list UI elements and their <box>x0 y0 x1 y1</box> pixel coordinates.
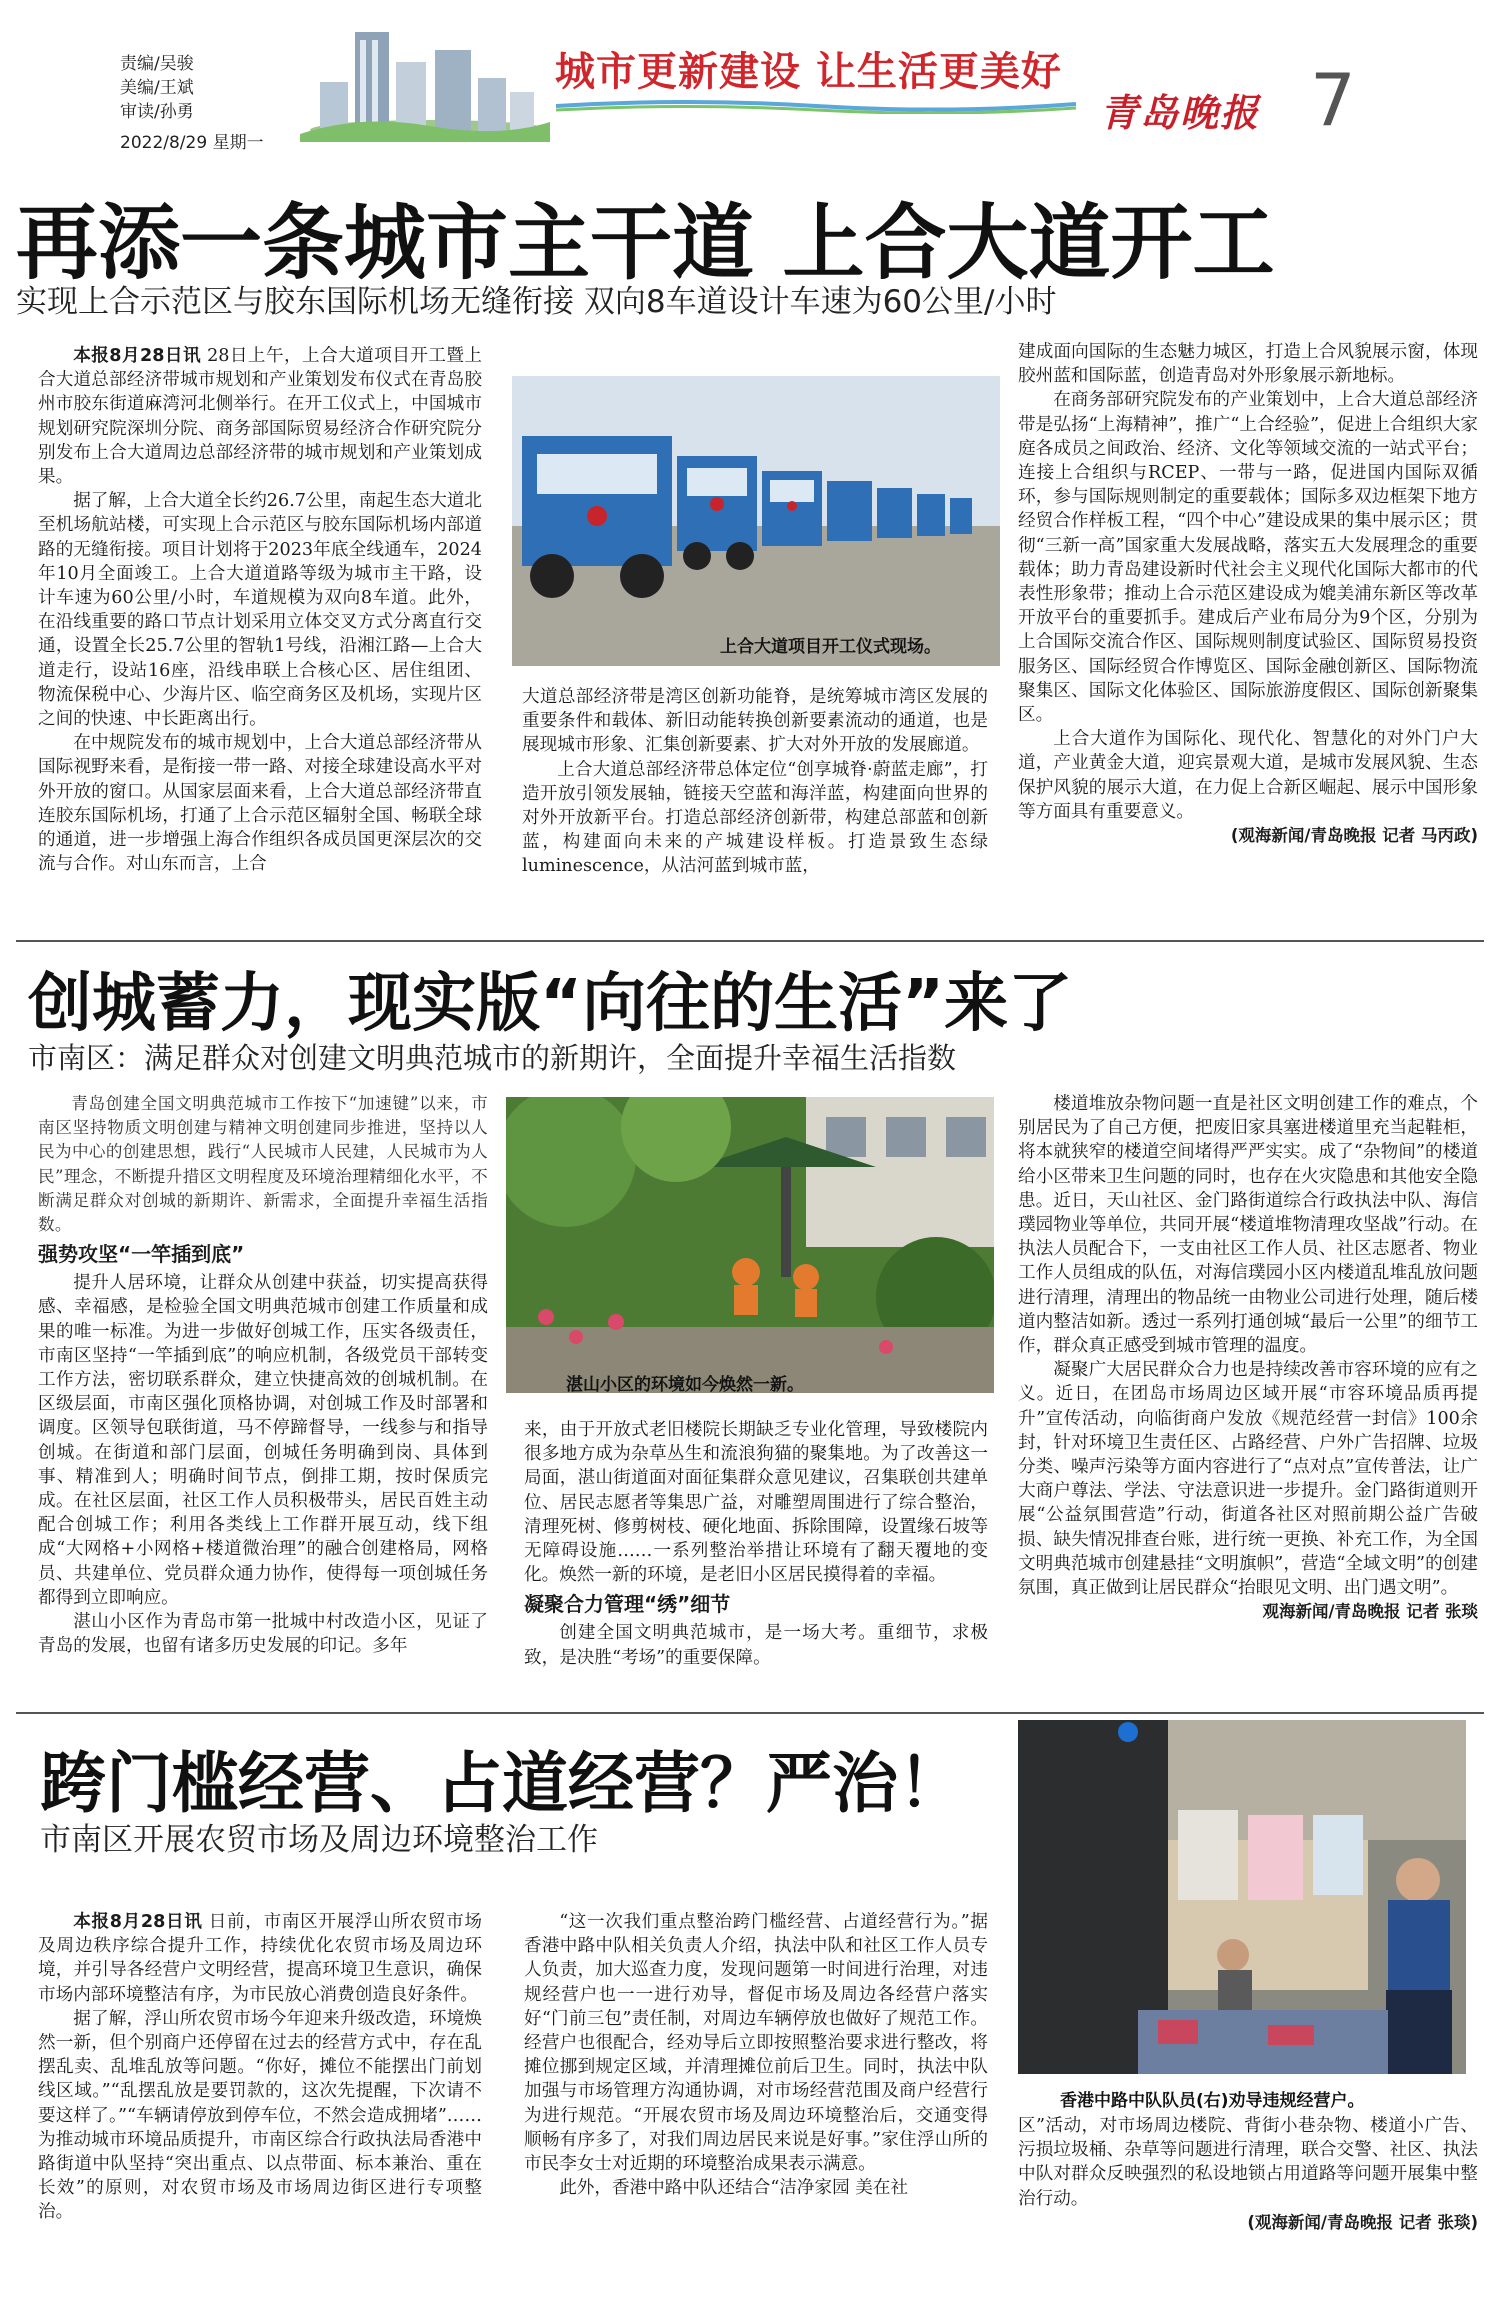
article2-column-3 <box>1018 1092 1478 1702</box>
article3-paragraph: 区”活动，对市场周边楼院、背街小巷杂物、楼道小广告、污损垃圾桶、杂草等问题进行清理，联合交警、社区、执法中队对群众反映强烈的私设地锁占用道路等问题开展集中整治行动。 <box>1018 2116 1478 2209</box>
article3-paragraph: “这一次我们重点整治跨门槛经营、占道经营行为。”据香港中路中队相关负责人介绍，执法中队和社区工作人员专人负责，加大巡查力度，发现问题第一时间进行治理，对违规经营户也一一进行劝导，督促市场及周边各经营户落实好“门前三包”责任制，对周边车辆停放也做好了规范工作。经营户也很配合，经劝导后立即按照整治要求进行整改，将摊位挪到规定区域，并清理摊位前后卫生。同时，执法中队加强与市场管理方沟通协调，对市场经营范围及商户经营行为进行规范。“开展农贸市场及周边环境整治后，交通变得顺畅有序多了，对我们周边居民来说是好事。”家住浮山所的市民李女士对近期的环境整治成果表示满意。 <box>524 1912 988 2175</box>
article1-byline: (观海新闻/青岛晚报 记者 马丙政) <box>1230 826 1478 846</box>
article2-photo-garden <box>506 1097 994 1393</box>
article2-section-title: 强势攻坚“一竿插到底” <box>38 1242 245 1267</box>
article3-byline: (观海新闻/青岛晚报 记者 张琰) <box>1247 2212 1478 2232</box>
issue-date: 2022/8/29 星期一 <box>120 133 264 153</box>
article2-headline: 创城蓄力，现实版“向往的生活”来了 <box>28 967 1073 1041</box>
editor-credits <box>120 52 194 124</box>
article2-intro: 青岛创建全国文明典范城市工作按下“加速键”以来，市南区坚持物质文明创建与精神文明创建同步推进，坚持以人民为中心的创建思想，践行“人民城市人民建，人民城市为人民”理念，不断提升措区文明程度及环境治理精细化水平，不断满足群众对创城的新期许、新需求，全面提升幸福生活指数。 <box>38 1094 488 1235</box>
article2-paragraph: 来，由于开放式老旧楼院长期缺乏专业化管理，导致楼院内很多地方成为杂草丛生和流浪狗猫的聚集地。为了改善这一局面，湛山街道面对面征集群众意见建议，召集联创共建单位、居民志愿者等集思广益，对雕塑周围进行了综合整治，清理死树、修剪树枝、硬化地面、拆除围障，设置缘石坡等无障碍设施……一系列整治举措让环境有了翻天覆地的变化。焕然一新的环境，是老旧小区居民摸得着的幸福。 <box>524 1420 988 1586</box>
article2-section-title: 凝聚合力管理“绣”细节 <box>524 1592 731 1617</box>
article3-headline: 跨门槛经营、占道经营？严治！ <box>40 1745 964 1822</box>
article3-paragraph: 据了解，浮山所农贸市场今年迎来升级改造，环境焕然一新，但个别商户还停留在过去的经营方式中，存在乱摆乱卖、乱堆乱放等问题。“你好，摊位不能摆出门前划线区域。”“乱摆乱放是要罚款的，这次先提醒，下次请不要这样了。”“车辆请停放到停车位，不然会造成拥堵”……为推动城市环境品质提升，市南区综合行政执法局香港中路街道中队坚持“突出重点、以点带面、标本兼治、重在长效”的原则，对农贸市场及市场周边街区进行专项整治。 <box>38 2008 482 2223</box>
article1-column-1 <box>38 344 482 924</box>
article3-paragraph: 日前，市南区开展浮山所农贸市场及周边秩序综合提升工作，持续优化农贸市场及周边环境，并引导各经营户文明经营，提高环境卫生意识，确保市场内部环境整洁有序，为市民放心消费创造良好条件。 <box>38 1912 482 2005</box>
credit-proofreader: 审读/孙勇 <box>120 102 194 122</box>
article3-paragraph: 此外，香港中路中队还结合“洁净家园 美在社 <box>559 2178 909 2199</box>
market-image <box>1018 1720 1466 2074</box>
article1-paragraph: 建成面向国际的生态魅力城区，打造上合风貌展示窗，体现胶州蓝和国际蓝，创造青岛对外形象展示新地标。 <box>1018 342 1478 387</box>
article2-paragraph: 凝聚广大居民群众合力也是持续改善市容环境的应有之义。近日，在团岛市场周边区域开展“市容环境品质再提升”宣传活动，向临街商户发放《规范经营一封信》100余封，针对环境卫生责任区、占路经营、户外广告招牌、垃圾分类、噪声污染等方面内容进行了“点对点”宣传普法，让广大商户尊法、学法、守法意识进一步提升。金门路街道则开展“公益氛围营造”行动，街道各社区对照前期公益广告破损、缺失情况排查台账，进行统一更换、补充工作，为全国文明典范城市创建悬挂“文明旗帜”，营造“全域文明”的创建氛围，真正做到让居民群众“抬眼见文明、出门遇文明”。 <box>1018 1360 1478 1599</box>
skyline-illustration <box>300 22 550 142</box>
article2-subhead: 市南区：满足群众对创建文明典范城市的新期许，全面提升幸福生活指数 <box>28 1041 957 1075</box>
article1-photo-caption: 上合大道项目开工仪式现场。 <box>720 637 941 657</box>
slogan-ribbon <box>556 98 1076 114</box>
article3-lead-label: 本报8月28日讯 <box>73 1912 203 1932</box>
article1-subhead: 实现上合示范区与胶东国际机场无缝衔接 双向8车道设计车速为60公里/小时 <box>16 284 1057 320</box>
article3-column-1 <box>38 1910 482 2290</box>
article2-paragraph: 楼道堆放杂物问题一直是社区文明创建工作的难点，个别居民为了自己方便，把废旧家具塞进楼道里充当起鞋柜，将本就狭窄的楼道空间堵得严严实实。成了“杂物间”的楼道给小区带来卫生问题的同时，也存在火灾隐患和其他安全隐患。近日，天山社区、金门路街道综合行政执法中队、海信璞园物业等单位，共同开展“楼道堆物清理攻坚战”行动。在执法人员配合下，一支由社区工作人员、社区志愿者、物业工作人员组成的队伍，对海信璞园小区内楼道乱堆乱放问题进行清理，清理出的物品统一由物业公司进行处理，随后楼道内整洁如新。透过一系列打通创城“最后一公里”的细节工作，群众真正感受到城市管理的温度。 <box>1018 1094 1478 1357</box>
article3-column-2 <box>524 1910 988 2290</box>
masthead <box>0 0 1500 160</box>
garden-image <box>506 1097 994 1393</box>
credit-editor: 责编/吴骏 <box>120 54 194 74</box>
article2-paragraph: 湛山小区作为青岛市第一批城中村改造小区，见证了青岛的发展，也留有诸多历史发展的印记。多年 <box>38 1612 488 1657</box>
article1-headline: 再添一条城市主干道 上合大道开工 <box>16 196 1275 291</box>
article1-paragraph: 上合大道总部经济带总体定位“创享城脊·蔚蓝走廊”，打造开放引领发展轴，链接天空蓝和海洋蓝，构建面向世界的对外开放新平台。打造总部经济创新带，构建总部蓝和创新蓝，构建面向未来的产城建设样板。打造景致生态绿luminescence，从沽河蓝到城市蓝， <box>522 759 988 877</box>
article1-column-2 <box>522 685 988 925</box>
article1-column-3 <box>1018 340 1478 930</box>
article2-column-2 <box>524 1418 988 1703</box>
article1-lead-label: 本报8月28日讯 <box>73 346 202 366</box>
section-divider <box>16 940 1484 942</box>
article2-byline: 观海新闻/青岛晚报 记者 张琰 <box>1262 1602 1478 1622</box>
section-divider <box>16 1712 1484 1714</box>
article1-paragraph: 28日上午，上合大道项目开工暨上合大道总部经济带城市规划和产业策划发布仪式在青岛胶州市胶东街道麻湾河北侧举行。在开工仪式上，中国城市规划研究院深圳分院、商务部国际贸易经济合作研究院分别发布上合大道周边总部经济带的城市规划和产业策划成果。 <box>38 346 482 488</box>
trucks-image <box>512 376 1000 666</box>
article3-photo-caption: 香港中路中队队员(右)劝导违规经营户。 <box>1060 2091 1365 2111</box>
article1-paragraph: 大道总部经济带是湾区创新功能脊，是统筹城市湾区发展的重要条件和载体、新旧动能转换创新要素流动的通道，也是展现城市形象、汇集创新要素、扩大对外开放的发展廊道。 <box>522 687 988 756</box>
article1-photo-trucks <box>512 376 1000 666</box>
article1-paragraph: 在商务部研究院发布的产业策划中，上合大道总部经济带是弘扬“上海精神”，推广“上合经验”，促进上合组织大家庭各成员之间政治、经济、文化等领域交流的一站式平台；连接上合组织与RCEP、一带与一路，促进国内国际双循环，参与国际规则制定的重要载体；国际多双边框架下地方经贸合作样板工程，“四个中心”建设成果的集中展示区；贯彻“三新一高”国家重大发展战略，落实五大发展理念的重要载体；助力青岛建设新时代社会主义现代化国际大都市的代表性形象带；推动上合示范区建设成为媲美浦东新区等改革开放平台的重要抓手。建成后产业布局分为9个区，分别为上合国际交流合作区、国际规则制度试验区、国际贸易投资服务区、国际经贸合作博览区、国际金融创新区、国际物流聚集区、国际文化体验区、国际旅游度假区、国际创新聚集区。 <box>1018 390 1478 726</box>
article2-photo-caption: 湛山小区的环境如今焕然一新。 <box>566 1375 804 1395</box>
page-number: 7 <box>1310 58 1356 142</box>
article2-paragraph: 创建全国文明典范城市，是一场大考。重细节，求极致，是决胜“考场”的重要保障。 <box>524 1623 988 1668</box>
article3-column-3 <box>1018 2114 1478 2294</box>
article1-paragraph: 在中规院发布的城市规划中，上合大道总部经济带从国际视野来看，是衔接一带一路、对接全球建设高水平对外开放的窗口。从国家层面来看，上合大道总部经济带直连胶东国际机场，打通了上合示范区辐射全国、畅联全球的通道，进一步增强上海合作组织各成员国更深层次的交流与合作。对山东而言，上合 <box>38 733 482 875</box>
article1-paragraph: 上合大道作为国际化、现代化、智慧化的对外门户大道，产业黄金大道，迎宾景观大道，是城市发展风貌、生态保护风貌的展示大道，在力促上合新区崛起、展示中国形象等方面具有重要意义。 <box>1018 729 1478 822</box>
article3-subhead: 市南区开展农贸市场及周边环境整治工作 <box>40 1822 598 1858</box>
newspaper-logo: 青岛晚报 <box>1100 90 1261 135</box>
article1-paragraph: 据了解，上合大道全长约26.7公里，南起生态大道北至机场航站楼，可实现上合示范区与胶东国际机场内部道路的无缝衔接。项目计划将于2023年底全线通车，2024年10月全面竣工。上合大道道路等级为城市主干路，设计车速为60公里/小时，车道规模为双向8车道。此外，在沿线重要的路口节点计划采用立体交叉方式分离直行交通，设置全长25.7公里的智轨1号线，沿湘江路—上合大道走行，设站16座，沿线串联上合核心区、居住组团、物流保税中心、少海片区、临空商务区及机场，实现片区之间的快速、中长距离出行。 <box>38 491 482 730</box>
article2-column-1 <box>38 1092 488 1692</box>
article3-photo-market <box>1018 1720 1466 2074</box>
article2-paragraph: 提升人居环境，让群众从创建中获益，切实提高获得感、幸福感，是检验全国文明典范城市创建工作质量和成果的唯一标准。为进一步做好创城工作，压实各级责任，市南区坚持“一竿插到底”的响应机制，各级党员干部转变工作方法，密切联系群众，建立快捷高效的创城机制。在区级层面，市南区强化顶格协调，对创城工作及时部署和调度。区领导包联街道，马不停蹄督导，一线参与和指导创城。在街道和部门层面，创城任务明确到岗、具体到事、精准到人；明确时间节点，倒排工期，按时保质完成。在社区层面，社区工作人员积极带头，居民百姓主动配合创城工作；利用各类线上工作群开展互动，线下组成“大网格+小网格+楼道微治理”的融合创建格局，网格员、共建单位、党员群众通力协作，使得每一项创城任务都得到立即响应。 <box>38 1273 488 1608</box>
credit-designer: 美编/王斌 <box>120 78 194 98</box>
page-slogan: 城市更新建设 让生活更美好 <box>555 49 1062 95</box>
